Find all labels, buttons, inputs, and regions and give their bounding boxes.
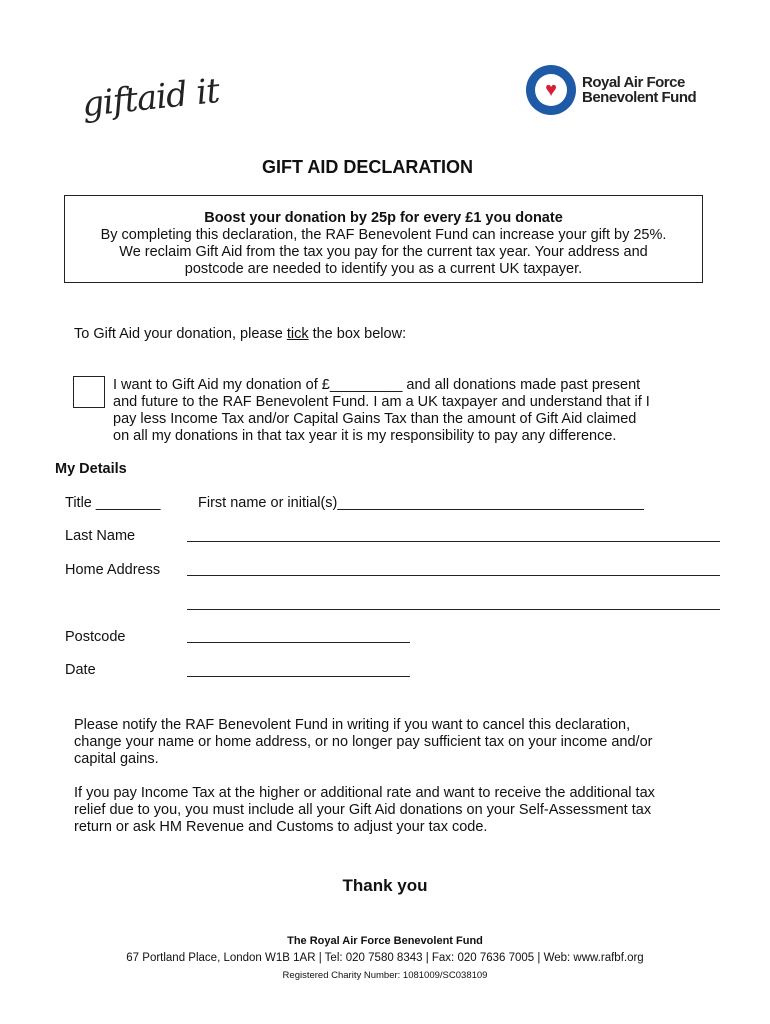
footer-contact: 67 Portland Place, London W1B 1AR | Tel: 020 7580 8343 | Fax: 020 7636 7005 | Web: www.rafbf.org <box>126 952 644 964</box>
postcode-label: Postcode <box>65 629 126 645</box>
last-name-line[interactable] <box>187 541 720 542</box>
home-address-label: Home Address <box>65 562 161 578</box>
footer-org: The Royal Air Force Benevolent Fund <box>287 935 483 947</box>
cancel-notice: Please notify the RAF Benevolent Fund in writing if you want to cancel this declaration, change your name or home address, or no longer pay sufficient tax on your income and/or capital gains. <box>74 717 653 767</box>
giftaid-logo <box>80 71 221 125</box>
postcode-line[interactable] <box>187 642 410 643</box>
declaration-text: I want to Gift Aid my donation of £_________ and all donations made past present and future to the RAF Benevolent Fund. I am a UK taxpayer and understand that if I pay less Income Tax and/or Capital Gains Tax than the amount of Gift Aid claimed on all my donations in that tax year it is my responsibility to pay any difference. <box>113 377 650 444</box>
home-address-line-2[interactable] <box>187 609 720 610</box>
higher-rate-notice: If you pay Income Tax at the higher or additional rate and want to receive the additional tax relief due to you, you must include all your Gift Aid donations on your Self-Assessment tax return or ask HM Revenue and Customs to adjust your tax code. <box>74 785 655 835</box>
tick-instruction: To Gift Aid your donation, please tick the box below: <box>74 326 407 342</box>
page-title: GIFT AID DECLARATION <box>262 157 473 177</box>
my-details-heading: My Details <box>55 461 127 477</box>
date-label: Date <box>65 662 96 678</box>
last-name-label: Last Name <box>65 528 136 544</box>
intro-box <box>64 195 703 283</box>
raf-logo-line2: Benevolent Fund <box>582 89 697 106</box>
giftaid-logo-text: giftaid it <box>80 70 221 126</box>
title-field-label[interactable]: Title ________ <box>65 495 161 511</box>
raf-logo-line1: Royal Air Force <box>582 74 685 91</box>
intro-line: postcode are needed to identify you as a current UK taxpayer. <box>184 261 583 277</box>
date-line[interactable] <box>187 676 410 677</box>
footer-charity-number: Registered Charity Number: 1081009/SC038109 <box>282 970 488 981</box>
raf-benevolent-fund-logo <box>512 55 712 125</box>
intro-line: We reclaim Gift Aid from the tax you pay for the current tax year. Your address and <box>119 244 648 260</box>
gift-aid-checkbox[interactable] <box>73 376 105 408</box>
first-name-field-label[interactable]: First name or initial(s)______________________________________ <box>198 495 644 511</box>
thank-you: Thank you <box>342 876 428 895</box>
intro-heading: Boost your donation by 25p for every £1 you donate <box>204 210 563 226</box>
roundel-heart-icon: ♥ <box>526 65 576 115</box>
home-address-line-1[interactable] <box>187 575 720 576</box>
intro-line: By completing this declaration, the RAF Benevolent Fund can increase your gift by 25%. <box>100 227 667 243</box>
